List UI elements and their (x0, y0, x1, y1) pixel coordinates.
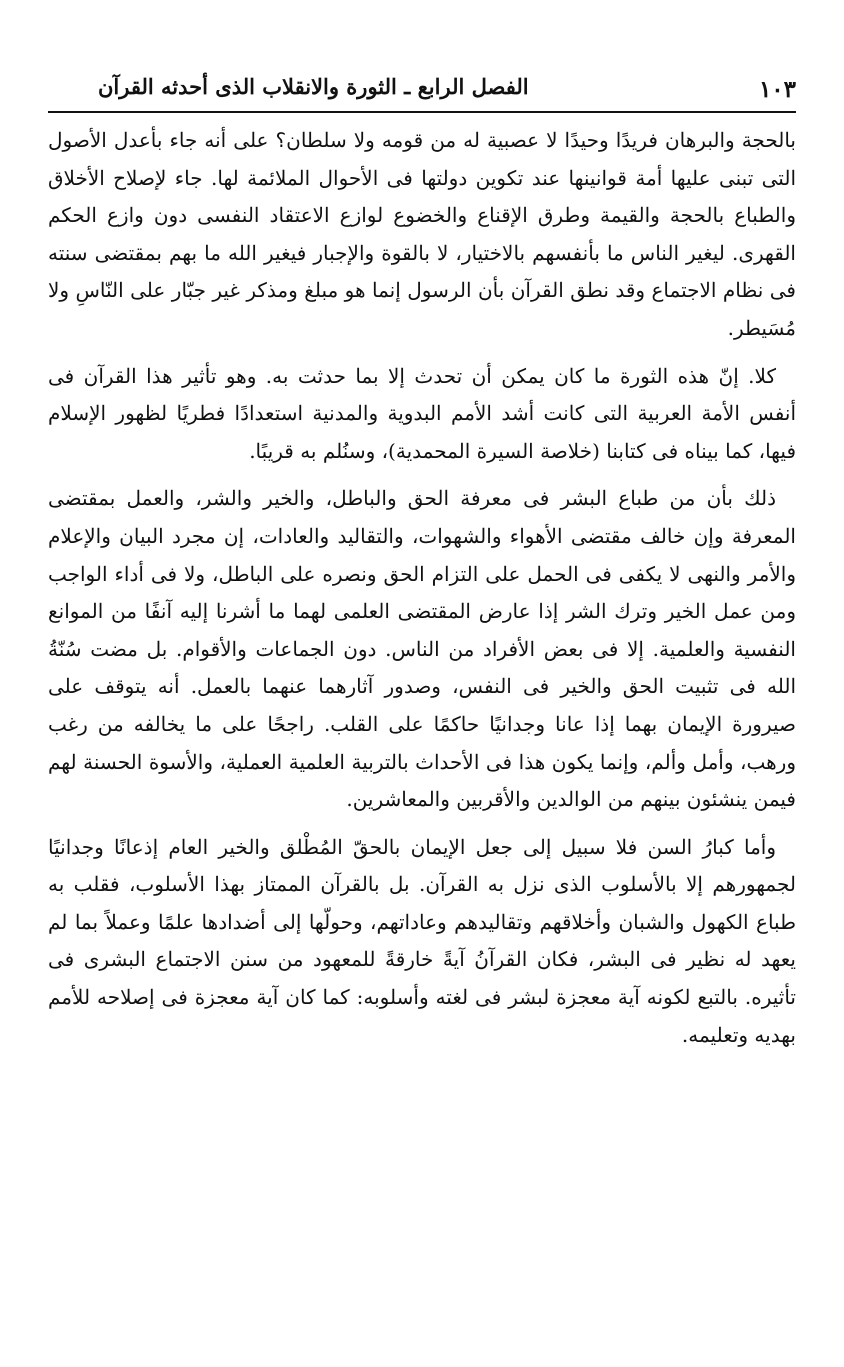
running-header (48, 62, 796, 108)
paragraph: بالحجة والبرهان فريدًا وحيدًا لا عصبية له من قومه ولا سلطان؟ على أنه جاء بأعدل الأصول التى تبنى عليها أمة قوانينها عند تكوين دولتها فى الأحوال الملائمة لها. جاء لإصلاح الأخلاق والطباع بالحجة والقيمة وطرق الإقناع والخضوع لوازع الاعتقاد النفسى دون وازع الحكم القهرى. ليغير الناس ما بأنفسهم بالاختيار، لا بالقوة والإجبار فيغير الله ما بهم بمقتضى سنته فى نظام الاجتماع وقد نطق القرآن بأن الرسول إنما هو مبلغ ومذكر غير جبّار على النّاسِ ولا مُسَيطر. (48, 128, 796, 340)
chapter-title: الفصل الرابع ـ الثورة والانقلاب الذى أحدثه القرآن (98, 74, 529, 99)
paragraph: وأما كبارُ السن فلا سبيل إلى جعل الإيمان بالحقّ المُطْلق والخير العام إذعانًا وجدانيًا لجمهورهم إلا بالأسلوب الذى نزل به القرآن. بل بالقرآن الممتاز بهذا الأسلوب، فقلب به طباع الكهول والشبان وأخلاقهم وتقاليدهم وعاداتهم، وحولّها إلى أضدادها علمًا وعملاً بما لم يعهد له نظير فى البشر، فكان القرآنُ آيةً خارقةً للمعهود من سنن الاجتماع البشرى فى تأثيره. بالتبع لكونه آية معجزة لبشر فى لغته وأسلوبه: كما كان آية معجزة فى إصلاحه للأمم بهديه وتعليمه. (48, 834, 796, 1047)
header-divider (48, 111, 796, 113)
page-number: ١٠٣ (758, 76, 796, 103)
paragraph: ذلك بأن من طباع البشر فى معرفة الحق والباطل، والخير والشر، والعمل بمقتضى المعرفة وإن خالف مقتضى الأهواء والشهوات، والتقاليد والعادات، إن مجرد البيان والإعلام والأمر والنهى لا يكفى فى الحمل على التزام الحق ونصره على الباطل، ولا فى أداء الواجب ومن عمل الخير وترك الشر إذا عارض المقتضى العلمى لهما ما أشرنا إليه آنفًا من الموانع النفسية والعلمية. إلا فى بعض الأفراد من الناس. دون الجماعات والأقوام. بل مضت سُنّةُ الله فى تثبيت الحق والخير فى النفس، وصدور آثارهما عنهما بالعمل. أنه يتوقف على صيرورة الإيمان بهما إذا عانا وجدانيًا حاكمًا على القلب. راجحًا على ما يخالفه من رغب ورهب، وأمل وألم، وإنما يكون هذا فى الأحداث بالتربية العلمية العملية، والأسوة الحسنة لهم فيمن ينشئون بينهم من الوالدين والأقربين والمعاشرين. (48, 486, 796, 812)
paragraph: كلا. إنّ هذه الثورة ما كان يمكن أن تحدث إلا بما حدثت به. وهو تأثير هذا القرآن فى أنفس الأمة العربية التى كانت أشد الأمم البدوية والمدنية استعدادًا فطريًا لظهور الإسلام فيها، كما بيناه فى كتابنا (خلاصة السيرة المحمدية)، وسنُلم به قريبًا. (48, 363, 796, 463)
page-body (48, 122, 796, 1064)
